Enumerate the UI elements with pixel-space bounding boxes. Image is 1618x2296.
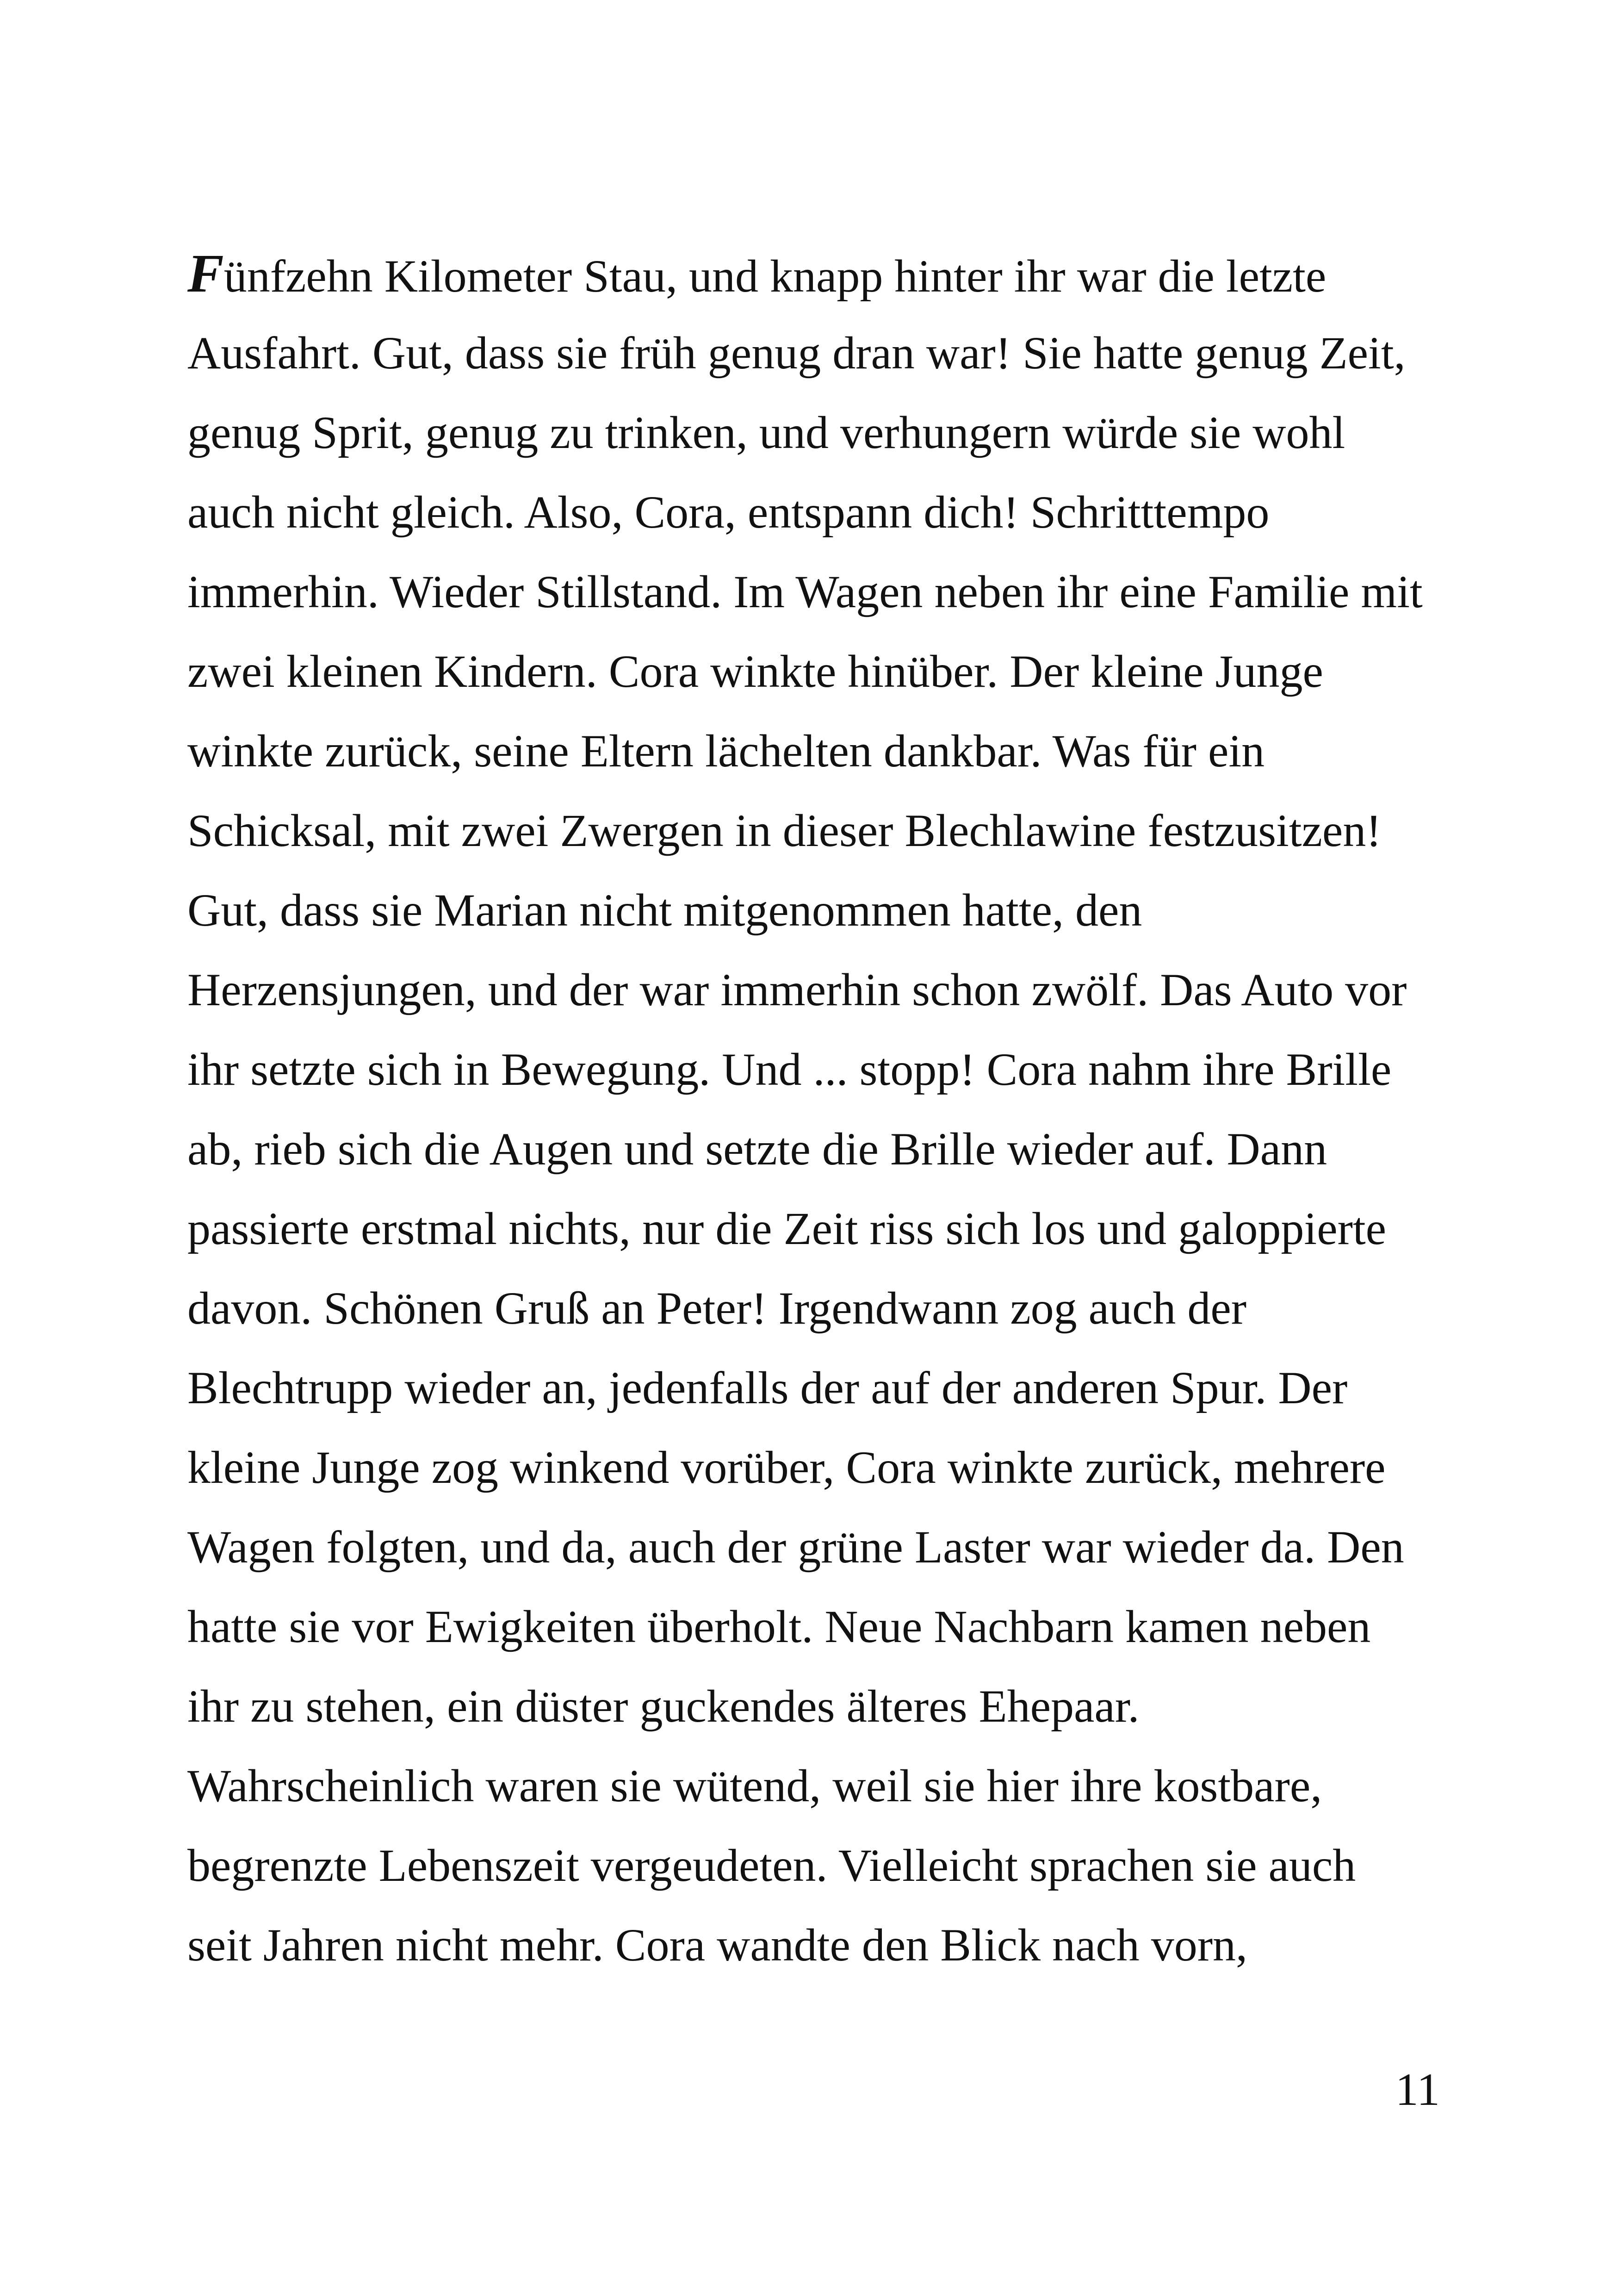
- text-line-11: ihr setzte sich in Bewegung. Und ... stopp! Cora nahm ihre Brille: [187, 1044, 1392, 1095]
- text-line-3: genug Sprit, genug zu trinken, und verhungern würde sie wohl: [187, 407, 1345, 458]
- text-line-19: ihr zu stehen, ein düster guckendes älteres Ehepaar.: [187, 1680, 1140, 1732]
- text-line-17: Wagen folgten, und da, auch der grüne Laster war wieder da. Den: [187, 1521, 1404, 1573]
- text-line-4: auch nicht gleich. Also, Cora, entspann dich! Schritttempo: [187, 486, 1270, 538]
- text-line-2: Ausfahrt. Gut, dass sie früh genug dran war! Sie hatte genug Zeit,: [187, 327, 1406, 379]
- text-line-5: immerhin. Wieder Stillstand. Im Wagen neben ihr eine Familie mit: [187, 566, 1423, 617]
- text-line-1: [187, 234, 1483, 313]
- initial-letter: F: [187, 243, 224, 304]
- text-line-8: Schicksal, mit zwei Zwergen in dieser Blechlawine festzusitzen!: [187, 805, 1382, 856]
- body-text: [187, 234, 1483, 1985]
- page-number: 11: [1395, 2064, 1440, 2115]
- text-line-12: ab, rieb sich die Augen und setzte die Brille wieder auf. Dann: [187, 1123, 1327, 1175]
- text-line-18: hatte sie vor Ewigkeiten überholt. Neue Nachbarn kamen neben: [187, 1601, 1371, 1652]
- text-line-15: Blechtrupp wieder an, jedenfalls der auf der anderen Spur. Der: [187, 1362, 1348, 1413]
- text-line-21: begrenzte Lebenszeit vergeudeten. Vielleicht sprachen sie auch: [187, 1840, 1356, 1891]
- text-line-13: passierte erstmal nichts, nur die Zeit riss sich los und galoppierte: [187, 1203, 1387, 1254]
- text-line-7: winkte zurück, seine Eltern lächelten dankbar. Was für ein: [187, 725, 1265, 777]
- text-line-9: Gut, dass sie Marian nicht mitgenommen hatte, den: [187, 884, 1142, 936]
- text-line-10: Herzensjungen, und der war immerhin schon zwölf. Das Auto vor: [187, 964, 1407, 1015]
- first-line-text: ünfzehn Kilometer Stau, und knapp hinter ihr war die letzte: [223, 250, 1327, 302]
- text-line-16: kleine Junge zog winkend vorüber, Cora winkte zurück, mehrere: [187, 1442, 1386, 1493]
- text-line-22: seit Jahren nicht mehr. Cora wandte den Blick nach vorn,: [187, 1919, 1248, 1971]
- text-line-6: zwei kleinen Kindern. Cora winkte hinüber. Der kleine Junge: [187, 646, 1323, 697]
- text-line-20: Wahrscheinlich waren sie wütend, weil sie hier ihre kostbare,: [187, 1760, 1322, 1811]
- text-line-14: davon. Schönen Gruß an Peter! Irgendwann zog auch der: [187, 1282, 1247, 1334]
